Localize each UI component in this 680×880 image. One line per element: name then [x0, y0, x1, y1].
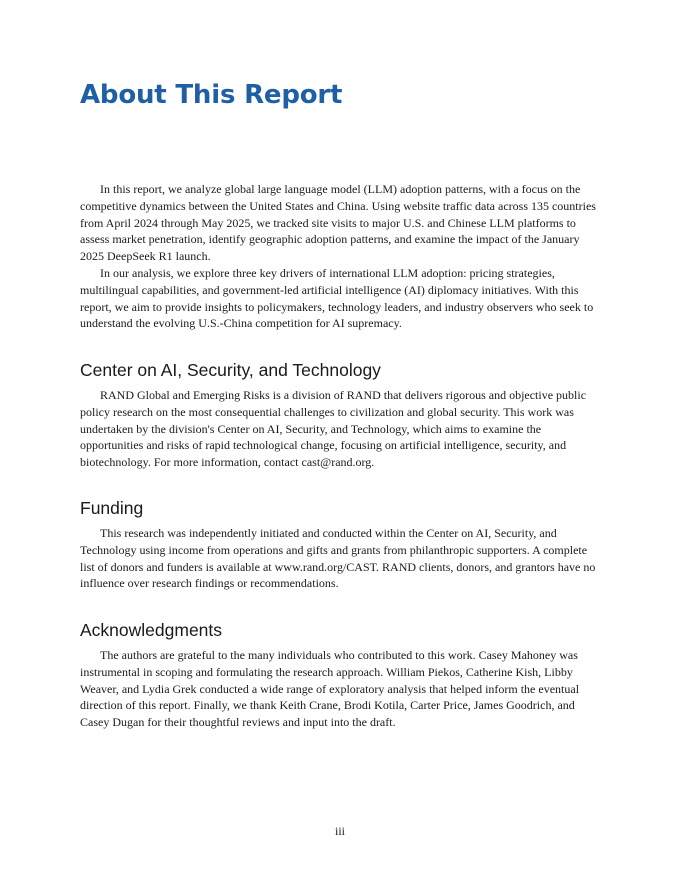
funding-heading: Funding: [80, 498, 144, 518]
funding-section: [80, 498, 602, 592]
center-paragraph: RAND Global and Emerging Risks is a division of RAND that delivers rigorous and objective public policy research on the most consequential challenges to civilization and global security. This work was undertaken by the division's Center on AI, Security, and Technology, which aims to examine the opportunities and risks of rapid technological change, focusing on artificial intelligence, security, and biotechnology. For more information, contact cast@rand.org.: [80, 388, 587, 470]
intro-paragraph-2: In our analysis, we explore three key drivers of international LLM adoption: pricing strategies, multilingual capabilities, and government-led artificial intelligence (AI) diplomacy initiatives. With this report, we aim to provide insights to policymakers, technology leaders, and industry observers who seek to understand the evolving U.S.-China competition for AI supremacy.: [80, 265, 594, 331]
acknowledgments-heading: Acknowledgments: [80, 620, 223, 640]
page-title: About This Report: [80, 80, 343, 110]
center-heading: Center on AI, Security, and Technology: [80, 360, 381, 380]
center-section: [80, 360, 602, 471]
page-number: iii: [334, 824, 345, 838]
funding-paragraph: This research was independently initiated and conducted within the Center on AI, Security, and Technology using income from operations and gifts and grants from philanthropic supporters. A complete list of donors and funders is available at www.rand.org/CAST. RAND clients, donors, and grantors have no influence over research findings or recommendations.: [80, 526, 596, 591]
acknowledgments-paragraph: The authors are grateful to the many individuals who contributed to this work. Casey Mahoney was instrumental in scoping and formulating the research approach. William Piekos, Catherine Kish, Libby Weaver, and Lydia Grek conducted a wide range of exploratory analysis that helped inform the eventual direction of this report. Finally, we thank Keith Crane, Brodi Kotila, Carter Price, James Goodrich, and Casey Dugan for their thoughtful reviews and input into the draft.: [80, 648, 580, 730]
intro-section: [80, 181, 602, 332]
intro-paragraph-1: In this report, we analyze global large language model (LLM) adoption patterns, with a focus on the competitive dynamics between the United States and China. Using website traffic data across 135 countries from April 2024 through May 2025, we tracked site visits to major U.S. and Chinese LLM platforms to assess market penetration, identify geographic adoption patterns, and examine the impact of the January 2025 DeepSeek R1 launch.: [80, 182, 596, 264]
acknowledgments-section: [80, 620, 602, 731]
